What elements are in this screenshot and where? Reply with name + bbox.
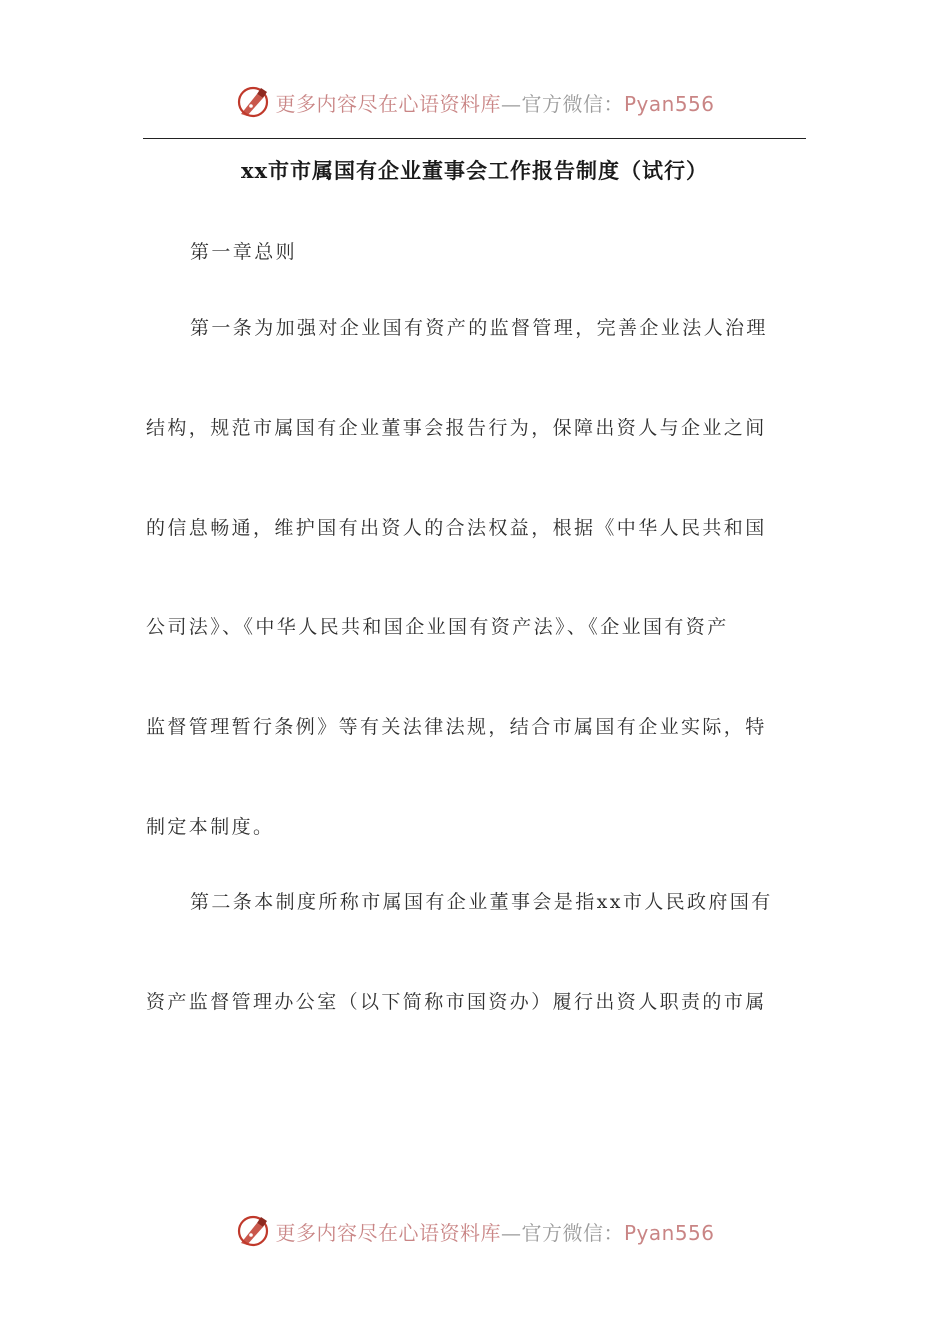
footer-watermark [0, 1211, 950, 1251]
watermark-wechat-id: Pyan556 [623, 1220, 715, 1245]
paragraph-line: 制定本制度。 [146, 816, 275, 838]
paragraph-line: 第二条本制度所称市属国有企业董事会是指xx市人民政府国有 [190, 891, 773, 913]
document-title: xx市市属国有企业董事会工作报告制度（试行） [240, 158, 709, 183]
watermark-dash: — [500, 1220, 522, 1245]
watermark-text [275, 88, 714, 117]
chapter-heading: 第一章总则 [190, 241, 298, 263]
pen-nib-logo-icon [235, 1213, 271, 1249]
paragraph-line: 第一条为加强对企业国有资产的监督管理，完善企业法人治理 [190, 317, 768, 339]
paragraph-line: 监督管理暂行条例》等有关法律法规，结合市属国有企业实际，特 [146, 716, 767, 738]
watermark-wechat-id: Pyan556 [623, 91, 715, 116]
header-rule [143, 138, 806, 139]
watermark-main: 更多内容尽在心语资料库 [275, 91, 501, 116]
watermark-text [275, 1217, 714, 1246]
watermark-label: 官方微信： [521, 1220, 624, 1245]
watermark-dash: — [500, 91, 522, 116]
watermark-label: 官方微信： [521, 91, 624, 116]
paragraph-line: 结构，规范市属国有企业董事会报告行为，保障出资人与企业之间 [146, 417, 767, 439]
header-watermark [0, 82, 950, 122]
paragraph-line: 资产监督管理办公室（以下简称市国资办）履行出资人职责的市属 [146, 991, 767, 1013]
paragraph-line: 的信息畅通，维护国有出资人的合法权益，根据《中华人民共和国 [146, 517, 767, 539]
paragraph-line: 公司法》、《中华人民共和国企业国有资产法》、《企业国有资产 [146, 616, 729, 638]
pen-nib-logo-icon [235, 84, 271, 120]
watermark-main: 更多内容尽在心语资料库 [275, 1220, 501, 1245]
